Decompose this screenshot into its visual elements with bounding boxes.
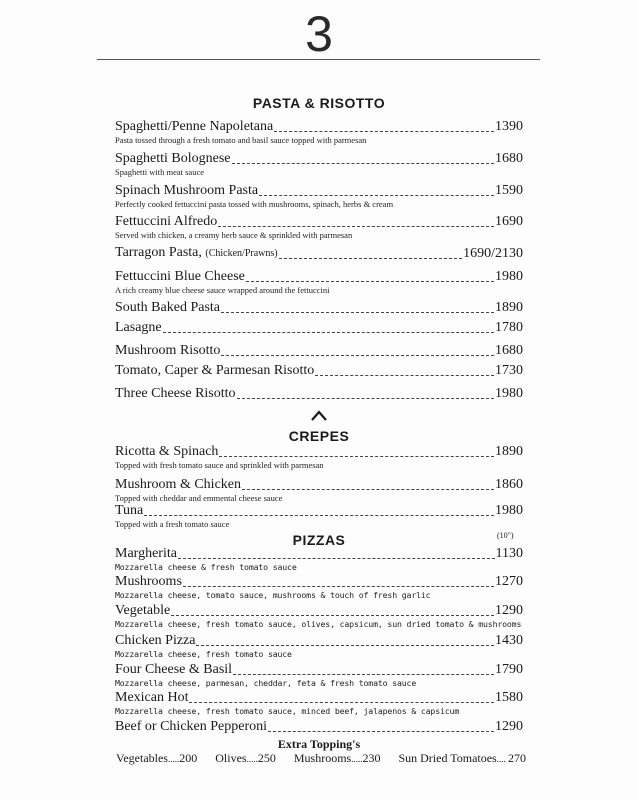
item-price: 1980 bbox=[495, 386, 523, 401]
section-title-pizzas: PIZZAS bbox=[292, 532, 346, 548]
item-price: 1130 bbox=[495, 546, 523, 561]
leader-line bbox=[315, 375, 494, 376]
item-description: Spaghetti with meat sauce bbox=[115, 167, 204, 177]
menu-item bbox=[115, 214, 523, 240]
menu-item bbox=[115, 546, 523, 572]
pizza-size-note: (10") bbox=[497, 531, 514, 540]
leader-line bbox=[274, 131, 494, 132]
item-price: 1730 bbox=[495, 363, 523, 378]
item-price: 1890 bbox=[495, 300, 523, 315]
item-name: Ricotta & Spinach bbox=[115, 444, 219, 459]
item-price: 1790 bbox=[495, 662, 523, 677]
leader-line bbox=[237, 398, 494, 399]
extras-list bbox=[116, 751, 526, 766]
page-number: 3 bbox=[305, 6, 333, 62]
menu-item bbox=[115, 119, 523, 145]
item-name: Tomato, Caper & Parmesan Risotto bbox=[115, 363, 315, 378]
item-note: (Chicken/Prawns) bbox=[205, 248, 278, 259]
item-name: Fettuccini Alfredo bbox=[115, 214, 218, 229]
item-description: Mozzarella cheese, fresh tomato sauce bbox=[115, 649, 292, 659]
item-price: 1290 bbox=[495, 603, 523, 618]
item-price: 1890 bbox=[495, 444, 523, 459]
item-description: Mozzarella cheese, fresh tomato sauce, olives, capsicum, sun dried tomato & mushrooms bbox=[115, 619, 522, 629]
leader-line bbox=[196, 645, 494, 646]
item-description: Pasta tossed through a fresh tomato and basil sauce topped with parmesan bbox=[115, 135, 367, 145]
leader-line bbox=[163, 332, 494, 333]
menu-item bbox=[115, 719, 523, 735]
section-title-pasta: PASTA & RISOTTO bbox=[252, 95, 386, 111]
item-price: 1690/2130 bbox=[463, 246, 523, 261]
item-name: Fettuccini Blue Cheese bbox=[115, 269, 245, 284]
item-price: 1430 bbox=[495, 633, 523, 648]
leader-line bbox=[279, 258, 463, 259]
item-description: Mozzarella cheese, fresh tomato sauce, minced beef, jalapenos & capsicum bbox=[115, 706, 460, 716]
leader-line bbox=[178, 558, 495, 559]
item-description: Mozzarella cheese & fresh tomato sauce bbox=[115, 562, 297, 572]
item-name: Spaghetti/Penne Napoletana bbox=[115, 119, 274, 134]
menu-item bbox=[115, 386, 523, 402]
leader-line bbox=[232, 163, 495, 164]
item-price: 1690 bbox=[495, 214, 523, 229]
leader-line bbox=[246, 281, 494, 282]
item-price: 1980 bbox=[495, 269, 523, 284]
leader-line bbox=[268, 731, 494, 732]
item-description: Topped with a fresh tomato sauce bbox=[115, 519, 230, 529]
menu-item bbox=[115, 269, 523, 295]
item-name: Mushrooms bbox=[115, 574, 182, 589]
item-name: Vegetable bbox=[115, 603, 171, 618]
menu-item bbox=[115, 343, 523, 359]
leader-line bbox=[259, 195, 494, 196]
item-price: 1680 bbox=[495, 343, 523, 358]
item-name: Mushroom & Chicken bbox=[115, 477, 241, 492]
section-title-crepes: CREPES bbox=[288, 428, 350, 444]
extra-item: Olives.....250 bbox=[215, 751, 276, 765]
leader-line bbox=[189, 702, 494, 703]
item-price: 1590 bbox=[495, 183, 523, 198]
leader-line bbox=[218, 226, 494, 227]
menu-item bbox=[115, 603, 523, 629]
item-description: Topped with fresh tomato sauce and sprinkled with parmesan bbox=[115, 460, 324, 470]
leader-line bbox=[219, 456, 494, 457]
menu-item bbox=[115, 662, 523, 688]
item-name: Mexican Hot bbox=[115, 690, 189, 705]
item-price: 1860 bbox=[495, 477, 523, 492]
menu-item bbox=[115, 151, 523, 177]
leader-line bbox=[183, 586, 494, 587]
item-name: Mushroom Risotto bbox=[115, 343, 221, 358]
menu-item bbox=[115, 363, 523, 379]
menu-item bbox=[115, 477, 523, 503]
leader-line bbox=[221, 355, 494, 356]
menu-item bbox=[115, 320, 523, 336]
leader-line bbox=[221, 312, 494, 313]
top-divider bbox=[97, 59, 540, 60]
item-description: Mozzarella cheese, tomato sauce, mushrooms & touch of fresh garlic bbox=[115, 590, 431, 600]
item-price: 1580 bbox=[495, 690, 523, 705]
item-name: Beef or Chicken Pepperoni bbox=[115, 719, 268, 734]
item-name: Three Cheese Risotto bbox=[115, 386, 236, 401]
menu-item bbox=[115, 300, 523, 316]
item-name: South Baked Pasta bbox=[115, 300, 220, 315]
menu-item bbox=[115, 444, 523, 470]
menu-item bbox=[115, 183, 523, 209]
caret-up-icon bbox=[310, 408, 328, 422]
item-name: Margherita bbox=[115, 546, 177, 561]
extra-item: Vegetables.....200 bbox=[116, 751, 198, 765]
item-description: Perfectly cooked fettuccini pasta tossed with mushrooms, spinach, herbs & cream bbox=[115, 199, 394, 209]
menu-item bbox=[115, 574, 523, 600]
item-name: Lasagne bbox=[115, 320, 162, 335]
item-name: Four Cheese & Basil bbox=[115, 662, 233, 677]
item-name: Spinach Mushroom Pasta bbox=[115, 183, 259, 198]
extras-title: Extra Topping's bbox=[277, 737, 361, 751]
item-description: Topped with cheddar and emmental cheese sauce bbox=[115, 493, 283, 503]
item-price: 1680 bbox=[495, 151, 523, 166]
item-name: Spaghetti Bolognese bbox=[115, 151, 231, 166]
item-description: Served with chicken, a creamy herb sauce & sprinkled with parmesan bbox=[115, 230, 353, 240]
leader-line bbox=[171, 615, 494, 616]
menu-item bbox=[115, 690, 523, 716]
item-description: A rich creamy blue cheese sauce wrapped around the fettuccini bbox=[115, 285, 330, 295]
item-price: 1290 bbox=[495, 719, 523, 734]
menu-item bbox=[115, 503, 523, 529]
item-description: Mozzarella cheese, parmesan, cheddar, feta & fresh tomato sauce bbox=[115, 678, 417, 688]
item-name: Chicken Pizza bbox=[115, 633, 196, 648]
item-price: 1780 bbox=[495, 320, 523, 335]
extra-item: Sun Dried Tomatoes.... 270 bbox=[398, 751, 526, 765]
item-price: 1980 bbox=[495, 503, 523, 518]
leader-line bbox=[242, 489, 494, 490]
leader-line bbox=[144, 515, 494, 516]
menu-item bbox=[115, 246, 523, 262]
item-name: Tarragon Pasta, (Chicken/Prawns) bbox=[115, 245, 278, 260]
leader-line bbox=[233, 674, 494, 675]
extra-item: Mushrooms.....230 bbox=[293, 751, 381, 765]
item-price: 1390 bbox=[495, 119, 523, 134]
menu-item bbox=[115, 633, 523, 659]
item-price: 1270 bbox=[495, 574, 523, 589]
item-name: Tuna bbox=[115, 503, 144, 518]
